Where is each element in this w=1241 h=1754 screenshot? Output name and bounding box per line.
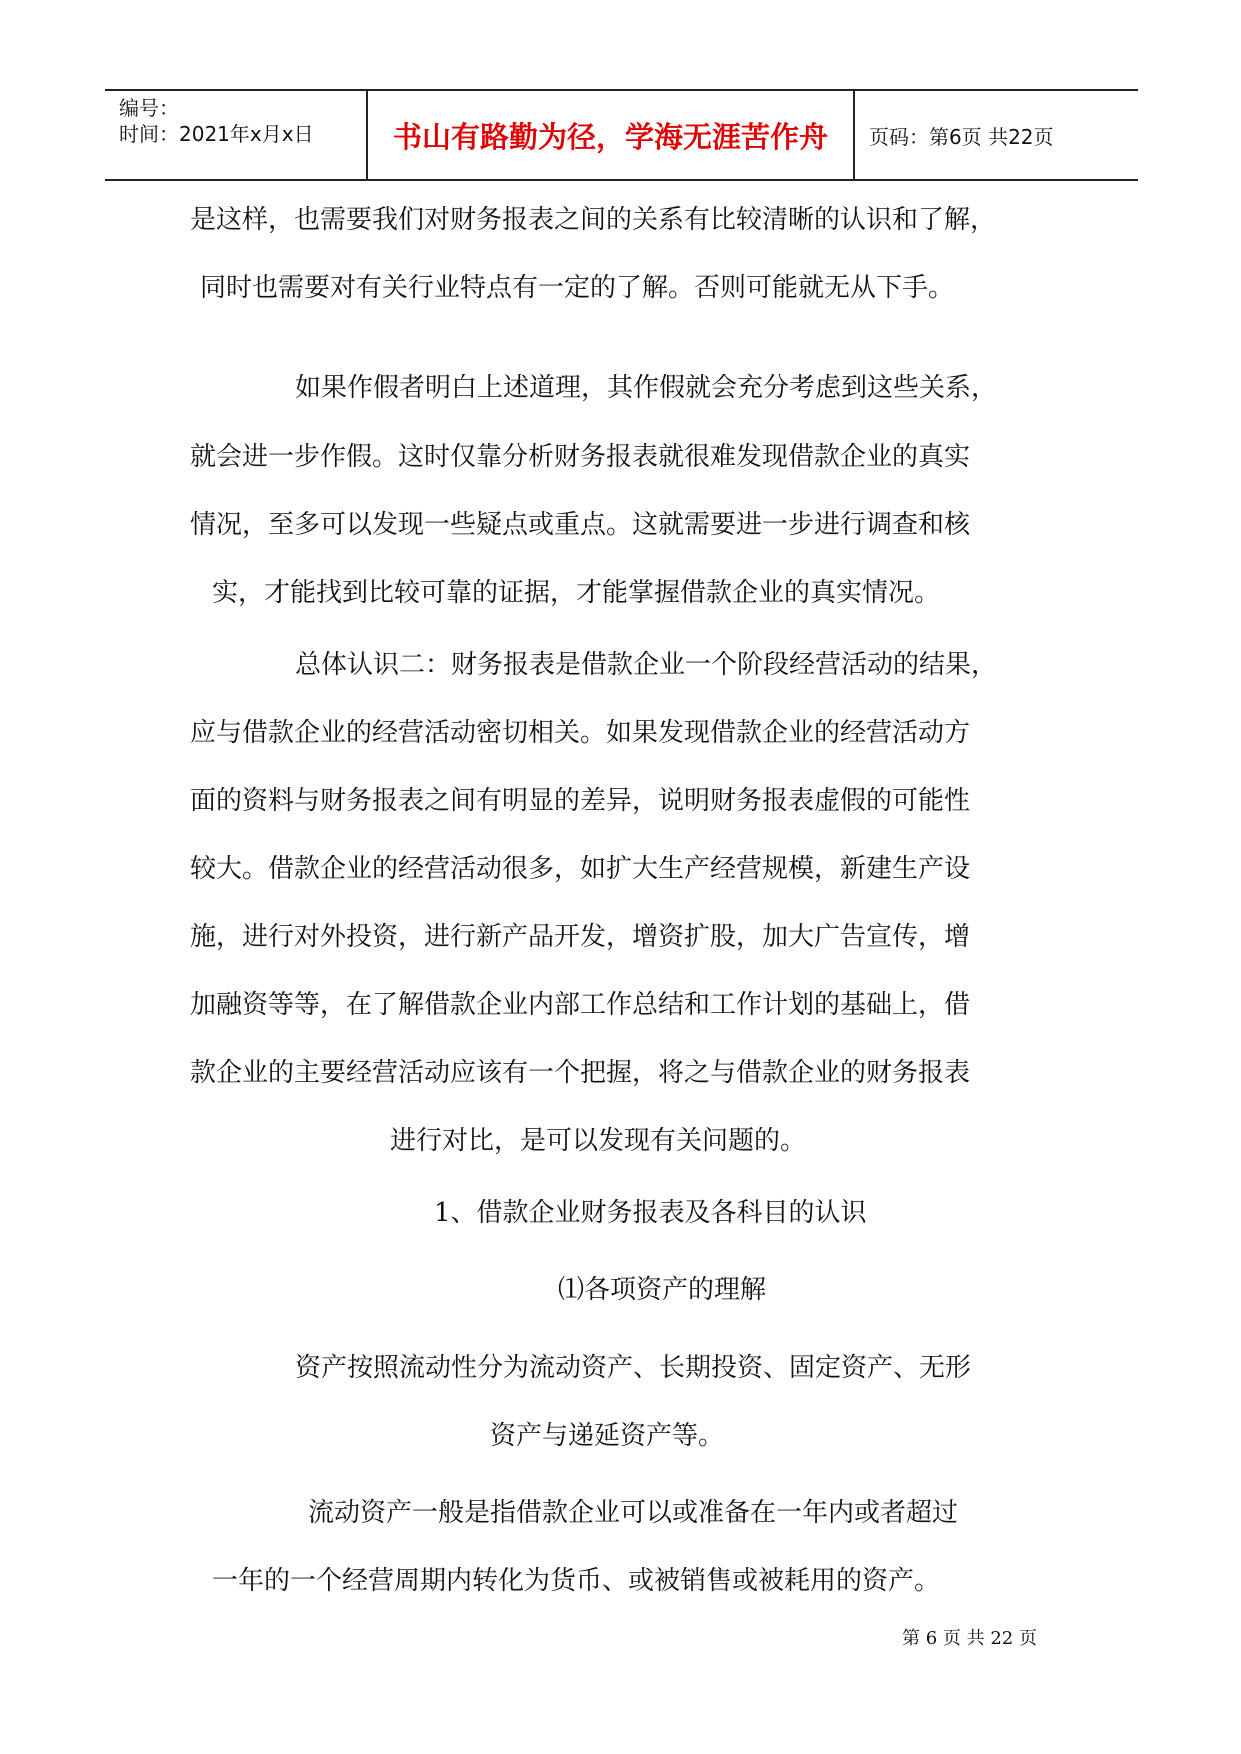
body-line: 较大。借款企业的经营活动很多，如扩大生产经营规模，新建生产设 <box>190 854 971 884</box>
body-line: 实，才能找到比较可靠的证据，才能掌握借款企业的真实情况。 <box>212 578 941 608</box>
body-line: 面的资料与财务报表之间有明显的差异，说明财务报表虚假的可能性 <box>190 786 971 816</box>
body-line: 是这样，也需要我们对财务报表之间的关系有比较清晰的认识和了解， <box>190 205 997 235</box>
document-time-label: 时间：2021年x月x日 <box>119 122 314 146</box>
body-line: 流动资产一般是指借款企业可以或准备在一年内或者超过 <box>308 1498 959 1528</box>
body-line: 一年的一个经营周期内转化为货币、或被销售或被耗用的资产。 <box>212 1566 941 1596</box>
subsection-heading: ⑴各项资产的理解 <box>558 1275 767 1305</box>
body-line: 总体认识二：财务报表是借款企业一个阶段经营活动的结果， <box>295 650 998 680</box>
header-left-cell <box>105 91 368 179</box>
body-line: 进行对比，是可以发现有关问题的。 <box>390 1126 807 1156</box>
body-line: 同时也需要对有关行业特点有一定的了解。否则可能就无从下手。 <box>200 273 955 303</box>
section-heading: 1、借款企业财务报表及各科目的认识 <box>434 1198 867 1228</box>
body-line: 如果作假者明白上述道理，其作假就会充分考虑到这些关系， <box>295 373 998 403</box>
header-page-code: 页码：第6页 共22页 <box>869 124 1054 149</box>
page-header <box>105 89 1138 181</box>
document-number-label: 编号： <box>119 96 179 120</box>
body-line: 资产与递延资产等。 <box>490 1421 725 1451</box>
body-line: 情况，至多可以发现一些疑点或重点。这就需要进一步进行调查和核 <box>190 510 971 540</box>
body-line: 施，进行对外投资，进行新产品开发，增资扩股，加大广告宣传，增 <box>190 922 971 952</box>
body-line: 加融资等等，在了解借款企业内部工作总结和工作计划的基础上，借 <box>190 990 971 1020</box>
page-footer: 第 6 页 共 22 页 <box>902 1628 1037 1649</box>
body-line: 就会进一步作假。这时仅靠分析财务报表就很难发现借款企业的真实 <box>190 442 971 472</box>
body-line: 款企业的主要经营活动应该有一个把握，将之与借款企业的财务报表 <box>190 1058 971 1088</box>
body-line: 资产按照流动性分为流动资产、长期投资、固定资产、无形 <box>295 1353 972 1383</box>
header-motto: 书山有路勤为径，学海无涯苦作舟 <box>368 91 855 179</box>
body-line: 应与借款企业的经营活动密切相关。如果发现借款企业的经营活动方 <box>190 718 971 748</box>
